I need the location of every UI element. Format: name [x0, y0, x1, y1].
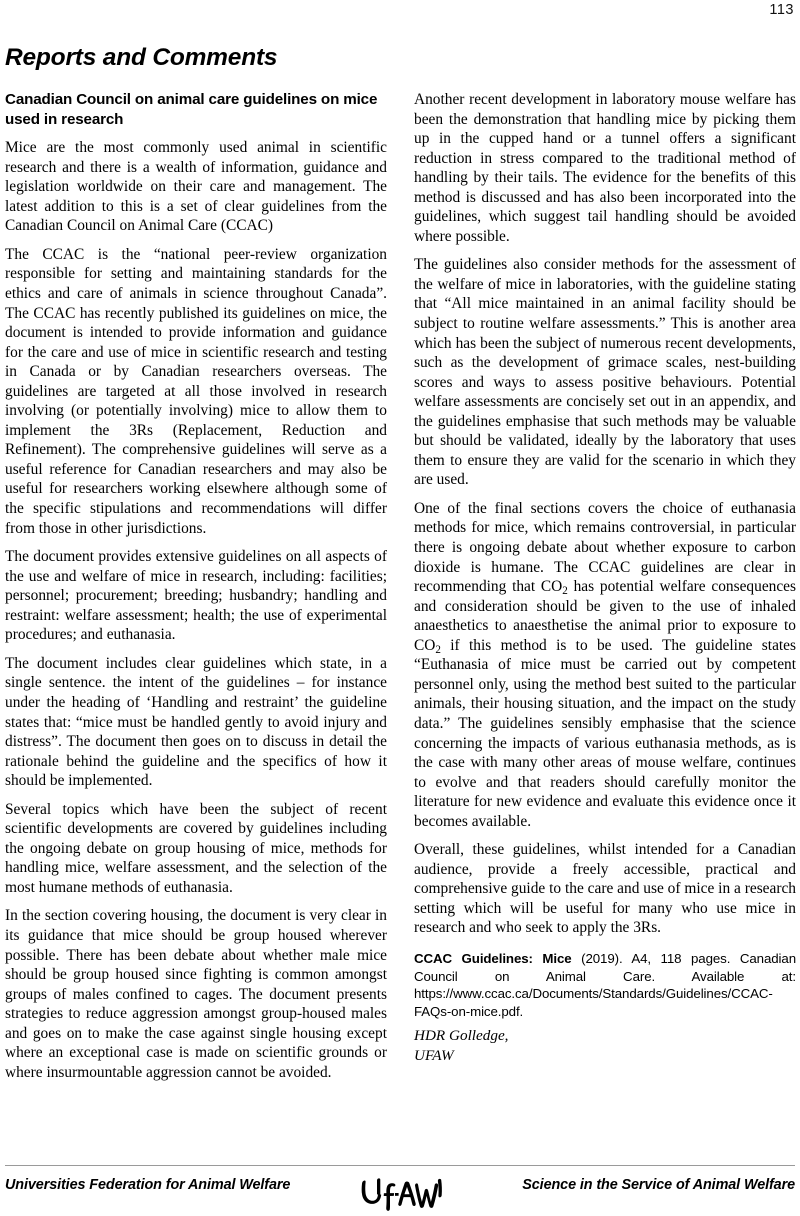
body-paragraph: The guidelines also consider methods for the assessment of the welfare of mice in laboratories, with the guideline stating that “All mice maintained in an animal facility should be subject to routine welfare assessments.” This is another area which has been the subject of numerous recent developments, such as the development of grimace scales, nest-building scores and ways to assess positive behaviours. Potential welfare assessments are concisely set out in an appendix, and the guidelines emphasise that such methods may be valuable but should be validated, ideally by the laboratory that uses them to ensure they are valid for the scenario in which they are used.: [414, 256, 796, 489]
author-signature: [414, 1026, 796, 1065]
body-paragraph: Another recent development in laboratory mouse welfare has been the demonstration that handling mice by picking them up in the cupped hand or a tunnel offers a significant reduction in stress compared to the traditional method of handling by their tails. The evidence for the benefits of this method is discussed and has also been incorporated into the guidelines, which suggest tail handling should be avoided where possible.: [414, 91, 796, 245]
citation-title: CCAC Guidelines: Mice: [414, 950, 572, 966]
footer-right-text: Science in the Service of Animal Welfare: [522, 1177, 795, 1193]
section-heading: Reports and Comments: [5, 44, 278, 71]
euthanasia-text-part-3: if this method is to be used. The guideline states “Euthanasia of mice must be carried out by competent personnel only, using the method best suited to the particular animals, their housing situation, and the impact on the study data.” The guidelines sensibly emphasise that the science concerning the impacts of various euthanasia methods, as is the case with many other areas of mouse welfare, continues to evolve and that readers should carefully monitor the literature for new evidence and evaluate this evidence once it becomes available.: [414, 636, 796, 830]
body-paragraph: Mice are the most commonly used animal in scientific research and there is a wealth of information, guidance and legislation worldwide on their care and management. The latest addition to this is a set of clear guidelines from the Canadian Council on Animal Care (CCAC): [5, 139, 387, 235]
body-paragraph: The CCAC is the “national peer-review organization responsible for setting and maintaining standards for the ethics and care of animals in science throughout Canada”. The CCAC has recently published its guidelines on mice, the document is intended to provide information and guidance for the care and use of mice in scientific research and testing in Canada or by Canadian researchers overseas. The guidelines are targeted at all those involved in research involving (or potentially involving) mice to allow them to implement the 3Rs (Replacement, Reduction and Refinement). The comprehensive guidelines will serve as a useful reference for Canadian researchers and may also be useful for researchers working elsewhere although some of the specific stipulations and recommendations will differ from those in other jurisdictions.: [5, 245, 387, 537]
footer-divider: [5, 1165, 795, 1166]
body-paragraph-euthanasia: [414, 499, 796, 831]
euthanasia-text-part-1: One of the final sections covers the choice of euthanasia methods for mice, which remains controversial, in particular there is ongoing debate about whether exposure to carbon dioxide is humane. The CCAC guidelines are clear in recommending that CO: [414, 499, 796, 596]
ufaw-logo: [357, 1174, 443, 1214]
author-name: HDR Golledge,: [414, 1027, 509, 1045]
body-paragraph: Overall, these guidelines, whilst intended for a Canadian audience, provide a freely accessible, practical and comprehensive guide to the care and use of mice in a research setting which will be useful for many who use mice in research and who seek to apply the 3Rs.: [414, 841, 796, 937]
citation-block: [414, 950, 796, 1020]
co2-subscript: 2: [562, 585, 568, 598]
euthanasia-text-part-2: has potential welfare consequences and consideration should be given to the use of inhaled anaesthetics to anaesthetise the animal prior to exposure to CO: [414, 578, 796, 654]
body-paragraph: Several topics which have been the subject of recent scientific developments are covered by guidelines including the ongoing debate on group housing of mice, methods for handling mice, welfare assessment, and the selection of the most humane methods of euthanasia.: [5, 800, 387, 896]
left-column: [5, 90, 387, 1082]
citation-details: (2019). A4, 118 pages. Canadian Council on Animal Care. Available at: https://www.ccac.ca/Documents/Standards/Guidelines/CCAC-FAQs-on-mice.pdf.: [414, 950, 796, 1019]
page-number: 113: [769, 2, 794, 18]
body-paragraph: The document provides extensive guidelines on all aspects of the use and welfare of mice in research, including: facilities; personnel; procurement; breeding; husbandry; handling and restraint: welfare assessment; health; the use of experimental procedures; and euthanasia.: [5, 548, 387, 644]
right-column: [414, 90, 796, 1065]
co2-subscript: 2: [435, 643, 441, 656]
footer-left-text: Universities Federation for Animal Welfare: [5, 1177, 291, 1193]
author-affiliation: UFAW: [414, 1046, 454, 1064]
body-paragraph: In the section covering housing, the document is very clear in its guidance that mice should be group housed wherever possible. There has been debate about whether male mice should be group housed since fighting is common amongst groups of males confined to cages. The document presents strategies to reduce aggression amongst group-housed males and goes on to make the case against single housing except where an exceptional case is made on scientific grounds or where insurmountable aggression cannot be avoided.: [5, 907, 387, 1081]
article-title: Canadian Council on animal care guidelines on mice used in research: [5, 91, 378, 128]
body-paragraph: The document includes clear guidelines which state, in a single sentence. the intent of the guidelines – for instance under the heading of ‘Handling and restraint’ the guideline states that: “mice must be handled gently to avoid injury and distress”. The document then goes on to discuss in detail the rationale behind the guideline and the specifics of how it should be implemented.: [5, 654, 387, 790]
